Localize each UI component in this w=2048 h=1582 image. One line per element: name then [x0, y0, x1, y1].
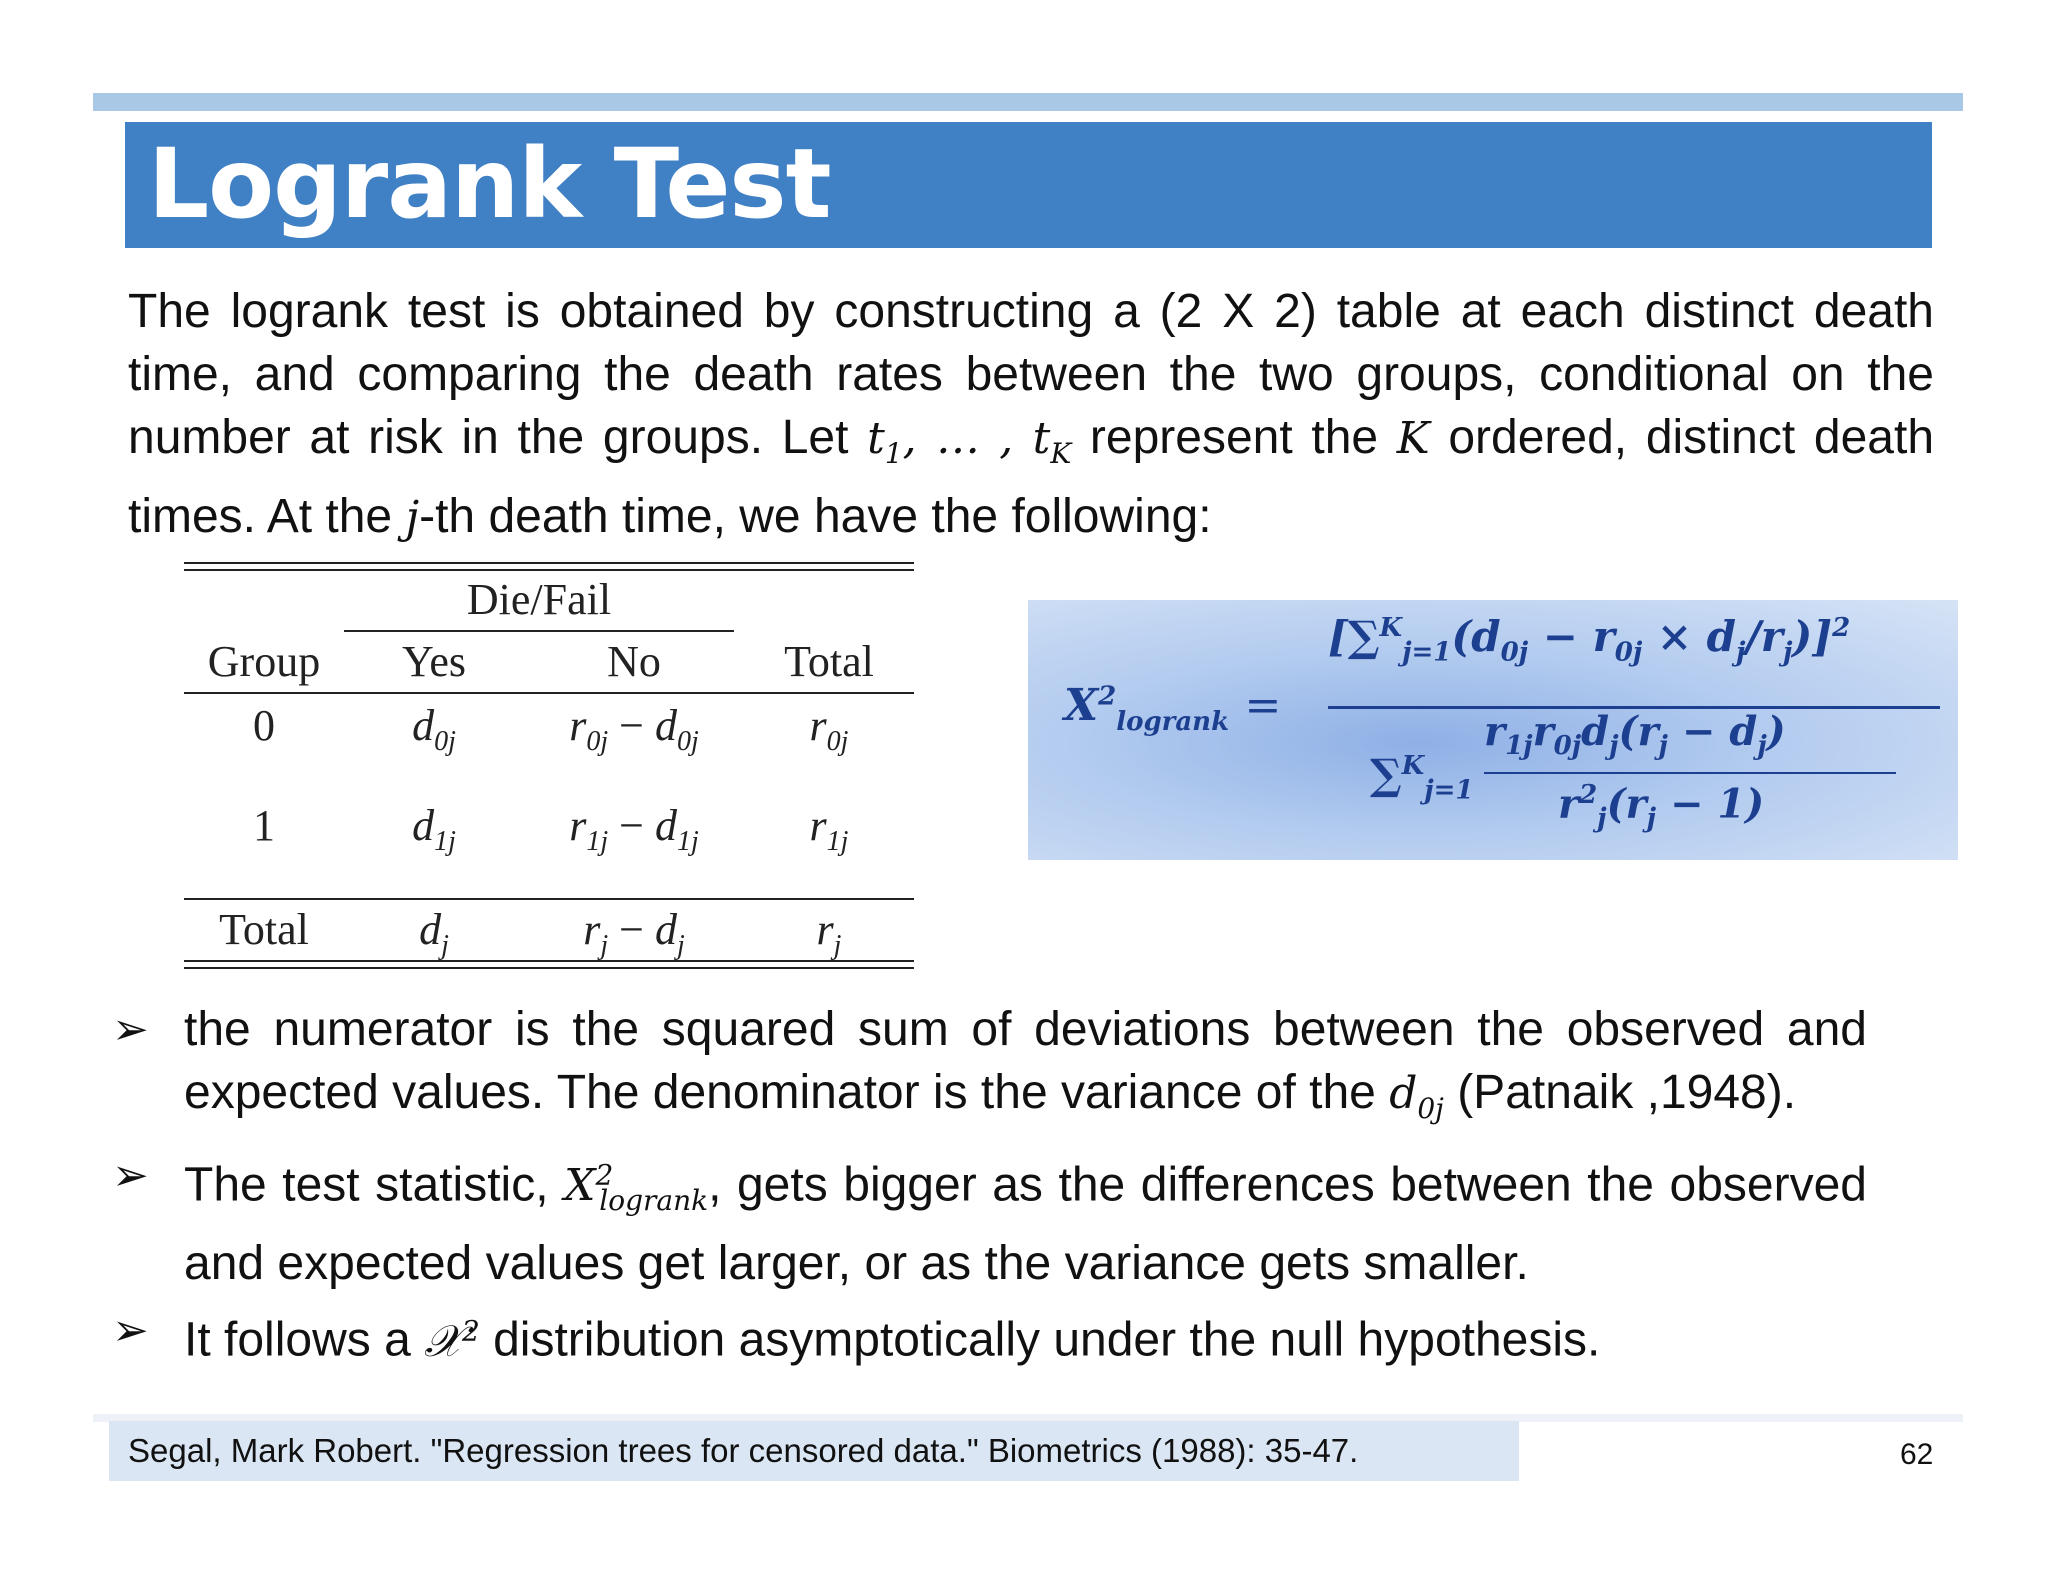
formula-denominator-sum: ∑$^K_{j=1}$: [1370, 750, 1474, 806]
formula-inner-denominator: $r^2_j(r_j - 1)$: [1558, 780, 1765, 834]
total-row-label: Total: [219, 905, 309, 954]
header-total: Total: [784, 637, 874, 686]
top-accent-rule: [93, 93, 1963, 111]
header-group: Group: [207, 637, 321, 686]
total-row-yes: $d_j$: [419, 905, 449, 961]
formula-inner-numerator: $r_{1j}r_{0j}d_j(r_j - d_j)$: [1484, 708, 1786, 761]
bullet-item: ➢ It follows a 𝒳$^2$ distribution asymptotically under the null hypothesis.: [112, 1299, 1867, 1373]
arrow-bullet-icon: ➢: [112, 1005, 149, 1054]
header-yes: Yes: [401, 637, 467, 686]
slide-title: Logrank Test: [148, 128, 831, 240]
row1-no: $r_{1j} - d_{1j}$: [569, 801, 699, 857]
row0-no: $r_{0j} - d_{0j}$: [569, 701, 699, 757]
row0-yes: $d_{0j}$: [412, 701, 456, 757]
bullet-list: [112, 998, 1867, 1377]
contingency-table: [184, 562, 914, 972]
header-die-fail: Die/Fail: [466, 575, 612, 624]
row0-group: 0: [253, 701, 275, 750]
row1-total: $r_{1j}$: [809, 801, 849, 857]
intro-paragraph: The logrank test is obtained by constructing a (2 X 2) table at each distinct death time, and comparing the death rates between the two groups, conditional on the number at risk in the groups. Let $t_1$, … , $t_K$ represent the K ordered, distinct death times. At the j-th death time, we have the following:: [128, 285, 1935, 543]
bullet-item: ➢ The test statistic, $X^2_{logrank}$, gets bigger as the differences between the observed and expected values get larger, or as the variance gets smaller.: [112, 1144, 1867, 1295]
row1-group: 1: [253, 801, 275, 850]
total-row-total: $r_j$: [816, 905, 842, 961]
arrow-bullet-icon: ➢: [112, 1150, 149, 1200]
logrank-formula-box: [1028, 600, 1958, 860]
total-row-no: $r_j - d_j$: [583, 905, 685, 961]
reference-citation: Segal, Mark Robert. "Regression trees for censored data." Biometrics (1988): 35-47.: [128, 1432, 1359, 1469]
arrow-bullet-icon: ➢: [112, 1306, 149, 1356]
page-number: 62: [1900, 1438, 1934, 1471]
row0-total: $r_{0j}$: [809, 701, 849, 757]
header-no: No: [607, 637, 661, 686]
bullet-item: ➢ the numerator is the squared sum of deviations between the observed and expected values. The denominator is the variance of the $d_{0j}$ (Patnaik ,1948).: [112, 998, 1867, 1140]
formula-lhs: $X^2_{logrank}$ =: [1064, 680, 1282, 737]
row1-yes: $d_{1j}$: [412, 801, 456, 857]
formula-numerator: $[\sum^K_{j=1}(d_{0j} - r_{0j} \times d_j/r_j)]^2$: [1328, 612, 1851, 668]
